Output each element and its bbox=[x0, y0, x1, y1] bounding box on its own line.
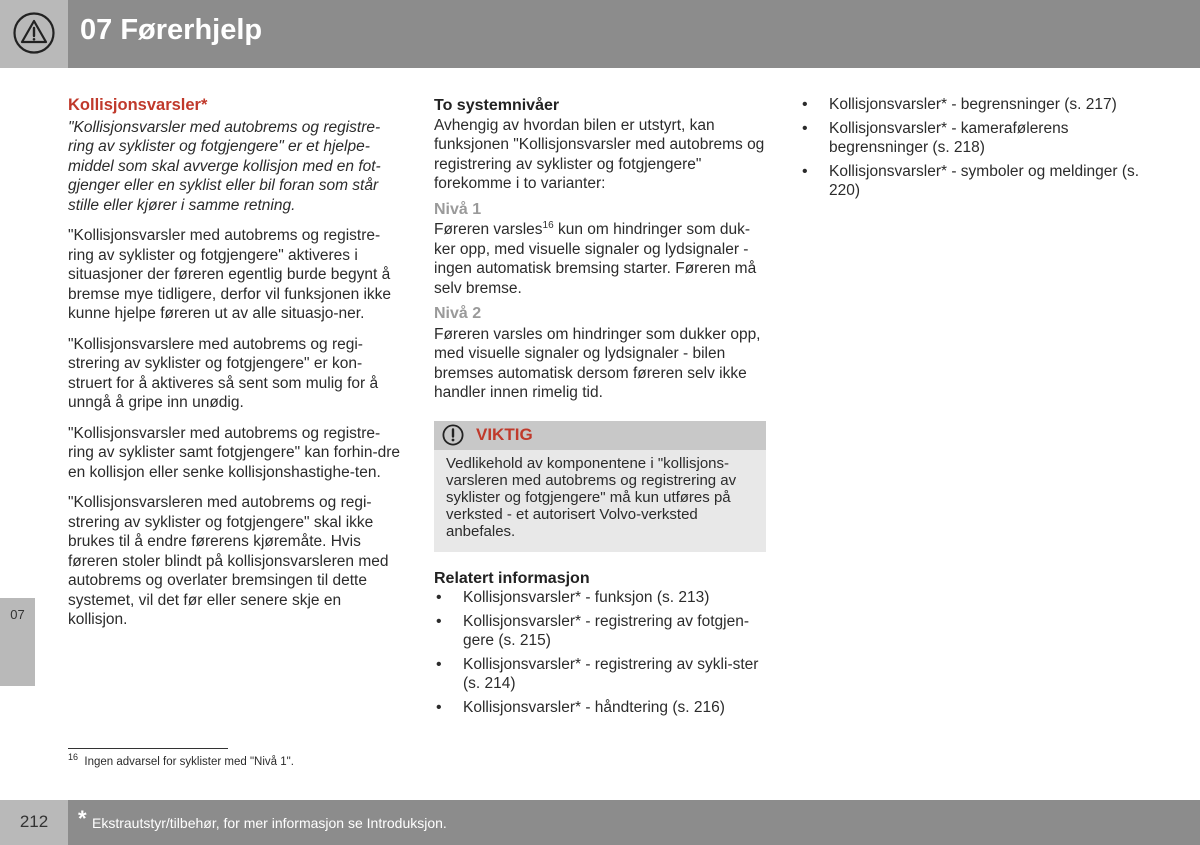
section-heading: Kollisjonsvarsler* bbox=[68, 96, 208, 114]
related-link[interactable]: • Kollisjonsvarsler* - registrering av fotgjen-gere (s. 215) bbox=[434, 612, 768, 651]
intro-paragraph: "Kollisjonsvarsler med autobrems og registre-ring av syklister og fotgjengere" er et hjelpe-middel som skal avverge kollisjon med en fot-gjenger eller en syklist eller bil foran som står stille eller kjører i samme retning. bbox=[68, 118, 381, 214]
important-box bbox=[434, 421, 766, 552]
related-link[interactable]: • Kollisjonsvarsler* - kamerafølerens begrensninger (s. 218) bbox=[800, 119, 1145, 158]
body-paragraph: "Kollisjonsvarsleren med autobrems og regi-strering av syklister og fotgjengere" skal ikke brukes til å endre førerens kjøremåte. Hvis føreren stoler blindt på kollisjonsvarsleren med autobrems og overlater bremsingen til dette systemet, vil det før eller senere skje en kollisjon. bbox=[68, 494, 389, 628]
important-box-text: Vedlikehold av komponentene i "kollisjons-varsleren med autobrems og registrering av syklister og fotgjengere" må kun utføres på verksted - et autorisert Volvo-verksted anbefales. bbox=[446, 454, 737, 541]
related-link[interactable]: • Kollisjonsvarsler* - håndtering (s. 216) bbox=[434, 698, 768, 718]
footnote-text: Ingen advarsel for syklister med "Nivå 1". bbox=[84, 756, 294, 768]
body-paragraph: "Kollisjonsvarslere med autobrems og regi-strering av syklister og fotgjengere" er kon-struert for å aktiveres så sent som mulig for å unngå å gripe inn unødig. bbox=[68, 335, 379, 411]
related-link[interactable]: • Kollisjonsvarsler* - registrering av sykli-ster (s. 214) bbox=[434, 655, 768, 694]
exclamation-circle-icon bbox=[442, 424, 464, 446]
subsection-heading: To systemnivåer bbox=[434, 97, 560, 114]
related-link[interactable]: • Kollisjonsvarsler* - funksjon (s. 213) bbox=[434, 588, 768, 608]
intro-paragraph: Avhengig av hvordan bilen er utstyrt, kan funksjonen "Kollisjonsvarsler med autobrems og registrering av syklister og fotgjengere" forekomme i to varianter: bbox=[434, 116, 765, 192]
important-box-header bbox=[434, 421, 766, 450]
important-box-title: VIKTIG bbox=[476, 425, 533, 445]
related-link[interactable]: • Kollisjonsvarsler* - symboler og meldinger (s. 220) bbox=[800, 162, 1145, 201]
level-1-heading: Nivå 1 bbox=[434, 200, 482, 218]
level-1-text: Føreren varsles$^{16}$ kun om hindringer som duk-ker opp, med visuelle signaler og lydsignaler - ingen automatisk bremsing starter. Føreren må selv bremse. bbox=[434, 219, 757, 297]
level-2-heading: Nivå 2 bbox=[434, 305, 482, 322]
footer-note: Ekstrautstyr/tilbehør, for mer informasjon se Introduksjon. bbox=[92, 815, 447, 831]
footer-asterisk: * bbox=[78, 806, 87, 831]
column-1 bbox=[68, 96, 403, 630]
chapter-side-tab-label: 07 bbox=[10, 607, 25, 622]
page-number: 212 bbox=[19, 812, 49, 831]
warning-triangle-icon bbox=[13, 12, 55, 54]
column-2 bbox=[434, 96, 768, 721]
chapter-title: 07 Førerhjelp bbox=[80, 14, 263, 46]
footnote-ref: 16 bbox=[542, 219, 554, 231]
level-2-text: Føreren varsles om hindringer som dukker opp, med visuelle signaler og lydsignaler - bilen bremses automatisk dersom føreren selv ikke handler innen rimelig tid. bbox=[434, 325, 761, 401]
related-info-heading: Relatert informasjon bbox=[434, 569, 590, 587]
body-paragraph: "Kollisjonsvarsler med autobrems og registre-ring av syklister og fotgjengere" aktiveres i situasjoner der føreren egentlig burde begynt å bremse mye tidligere, derfor vil funksjonen ikke kunne hjelpe føreren ut av alle situasjo-ner. bbox=[68, 227, 392, 322]
footnote bbox=[68, 752, 294, 768]
footnote-number: 16 bbox=[68, 752, 79, 763]
body-paragraph: "Kollisjonsvarsler med autobrems og registre-ring av syklister samt fotgjengere" kan forhin-dre en kollisjon eller senke kollisjonshastighe-ten. bbox=[68, 424, 401, 481]
column-3 bbox=[800, 95, 1145, 205]
related-link[interactable]: • Kollisjonsvarsler* - begrensninger (s. 217) bbox=[800, 95, 1145, 115]
related-info-list-continued bbox=[800, 95, 1145, 201]
related-info-list bbox=[434, 588, 768, 717]
footnote-divider bbox=[68, 748, 228, 749]
